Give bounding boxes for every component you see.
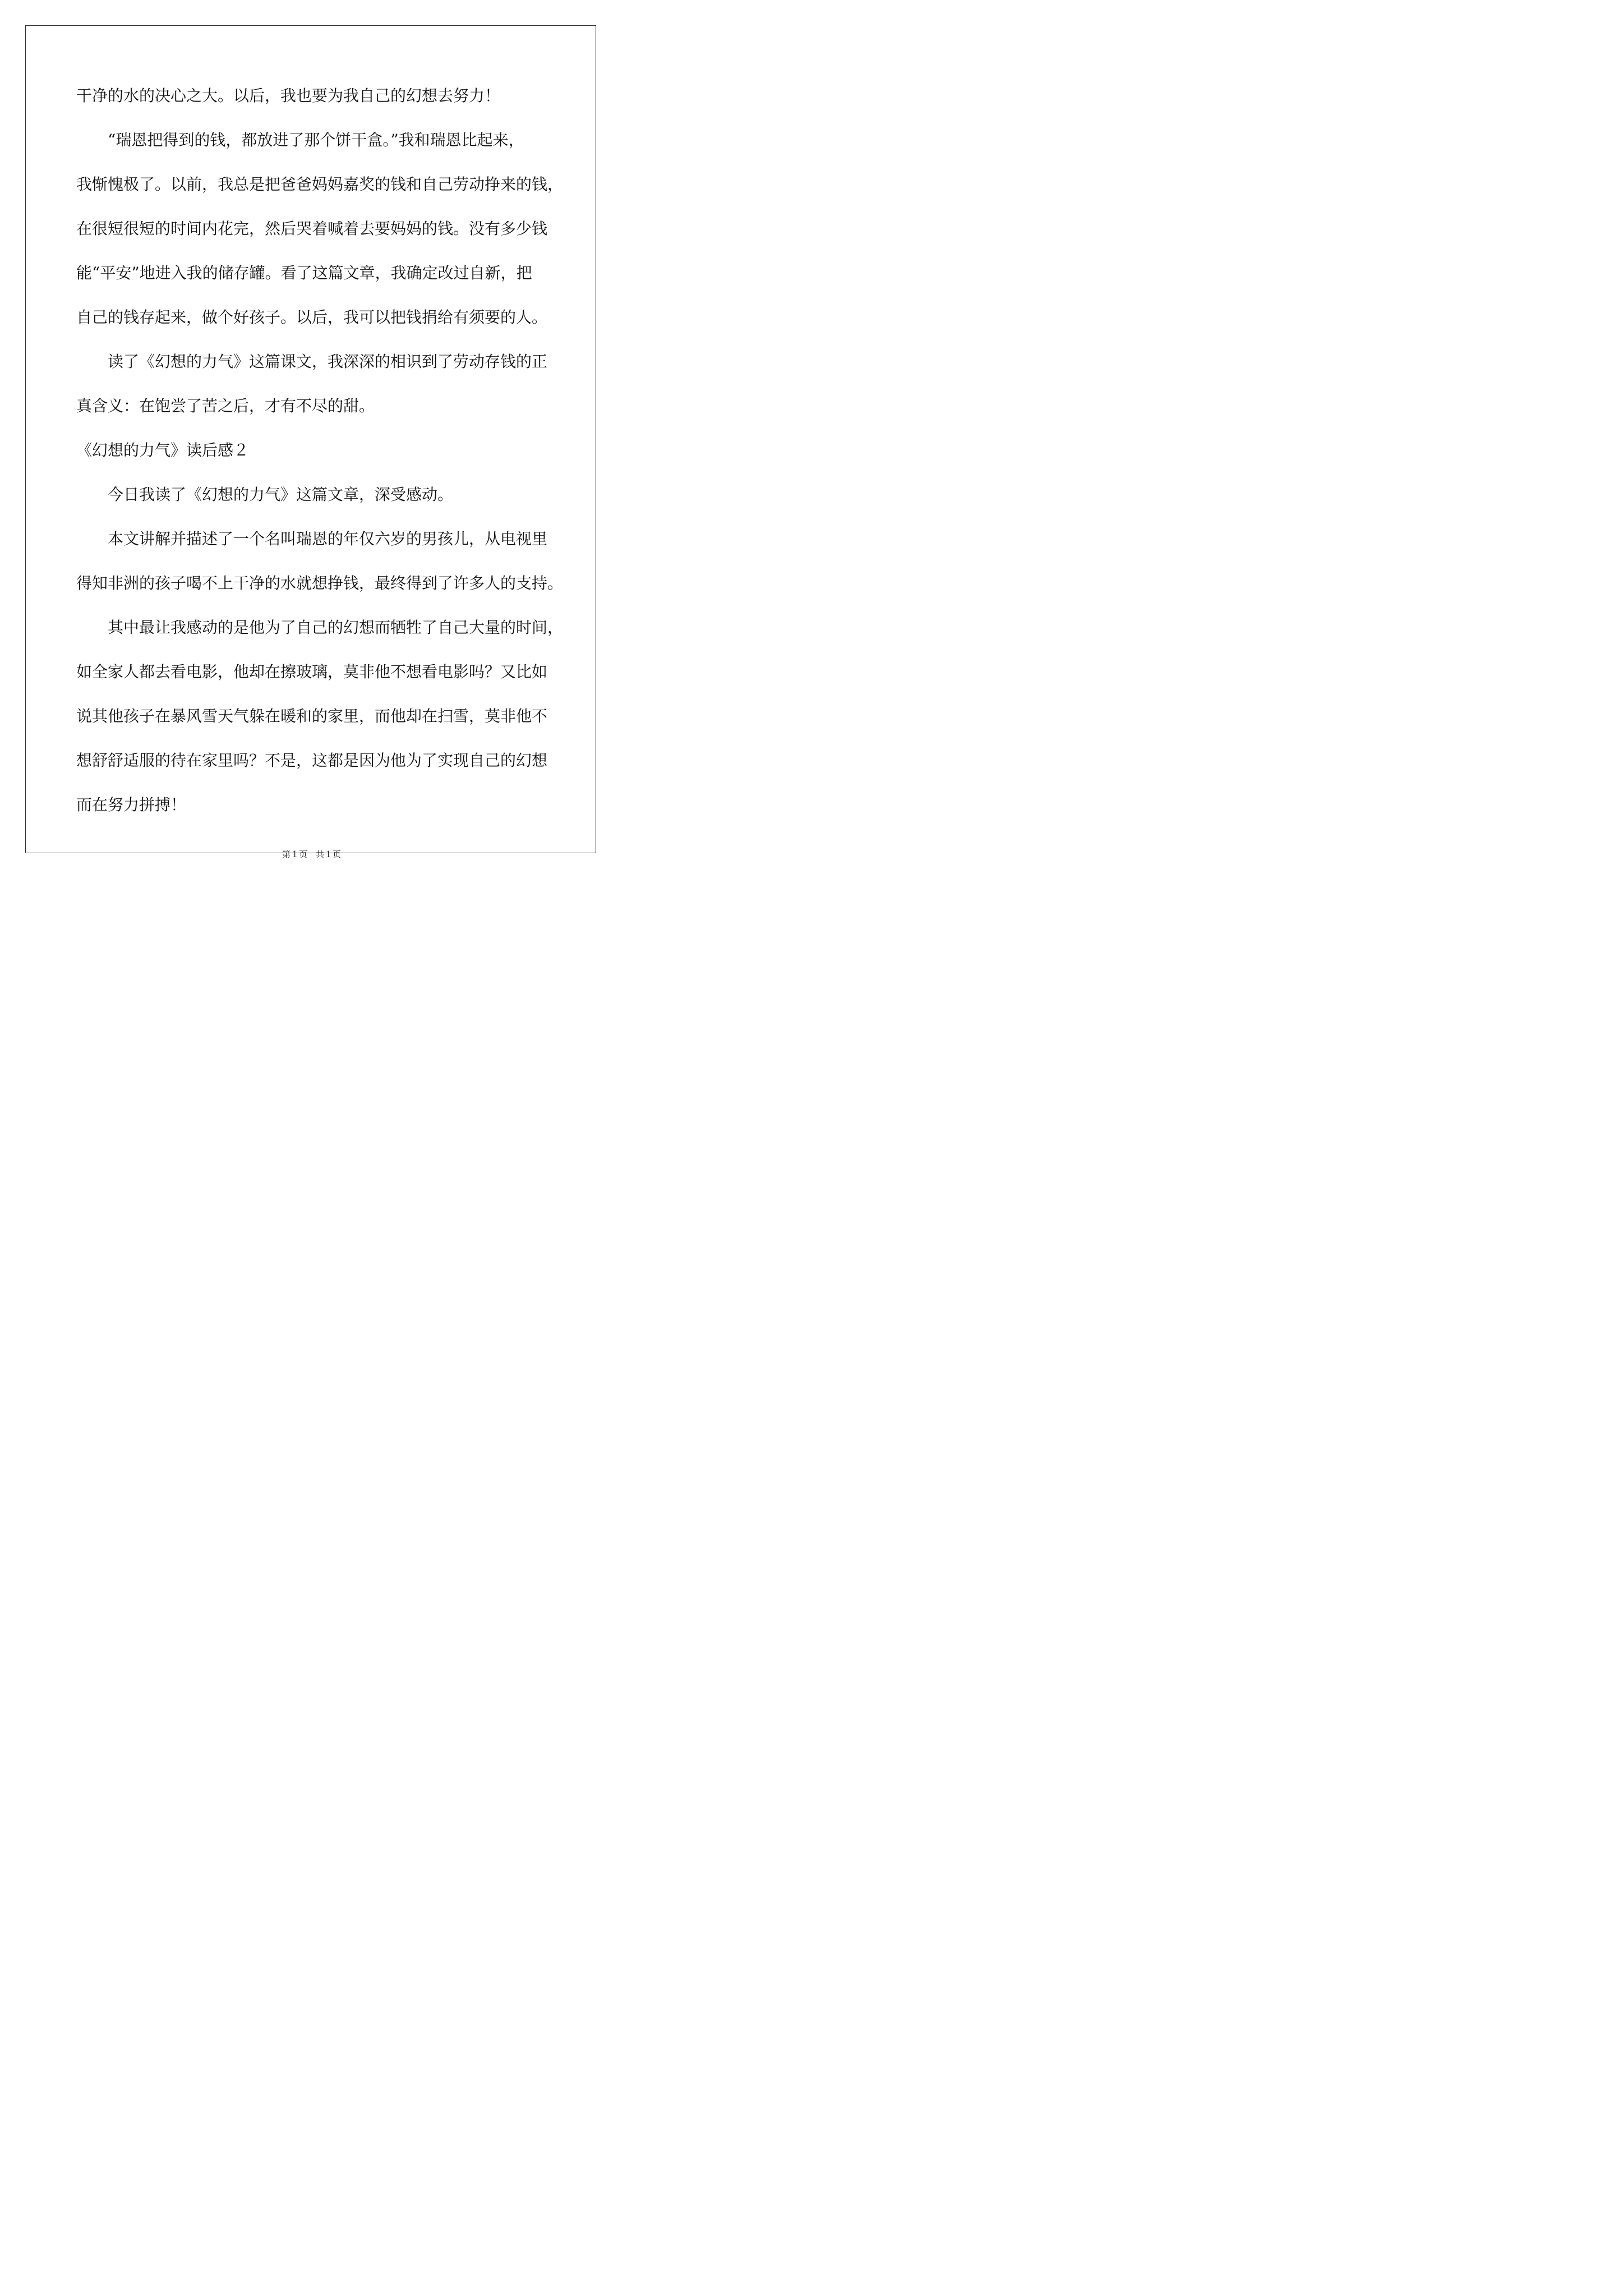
- paragraph-line: 其中最让我感动的是他为了自己的幻想而牺牲了自己大量的时间，: [108, 618, 564, 637]
- section-heading: 《幻想的力气》读后感２: [76, 441, 250, 459]
- page-footer: 第１页 共１页: [282, 849, 341, 859]
- paragraph-line: 本文讲解并描述了一个名叫瑞恩的年仅六岁的男孩儿，从电视里: [108, 530, 548, 548]
- paragraph-line: 想舒舒适服的待在家里吗？不是，这都是因为他为了实现自己的幻想: [76, 751, 548, 770]
- paragraph-line: “瑞恩把得到的钱，都放进了那个饼干盒。”我和瑞恩比起来，: [108, 131, 524, 149]
- paragraph-line: 今日我读了《幻想的力气》这篇文章，深受感动。: [108, 485, 454, 504]
- paragraph-line: 而在努力拼搏！: [76, 795, 187, 814]
- paragraph-line: 真含义：在饱尝了苦之后，才有不尽的甜。: [76, 397, 375, 415]
- paragraph-line: 得知非洲的孩子喝不上干净的水就想挣钱，最终得到了许多人的支持。: [76, 574, 564, 592]
- paragraph-line: 说其他孩子在暴风雪天气躲在暖和的家里，而他却在扫雪，莫非他不: [76, 707, 548, 725]
- paragraph-line: 我惭愧极了。以前，我总是把爸爸妈妈嘉奖的钱和自己劳动挣来的钱，: [76, 175, 564, 194]
- paragraph-line: 能“平安”地进入我的储存罐。看了这篇文章，我确定改过自新，把: [76, 264, 532, 282]
- paragraph-line: 干净的水的决心之大。以后，我也要为我自己的幻想去努力！: [76, 86, 501, 105]
- paragraph-line: 读了《幻想的力气》这篇课文，我深深的相识到了劳动存钱的正: [108, 352, 548, 371]
- paragraph-line: 自己的钱存起来，做个好孩子。以后，我可以把钱捐给有须要的人。: [76, 308, 548, 326]
- paragraph-line: 在很短很短的时间内花完，然后哭着喊着去要妈妈的钱。没有多少钱: [76, 219, 548, 238]
- paragraph-line: 如全家人都去看电影，他却在擦玻璃，莫非他不想看电影吗？又比如: [76, 662, 548, 681]
